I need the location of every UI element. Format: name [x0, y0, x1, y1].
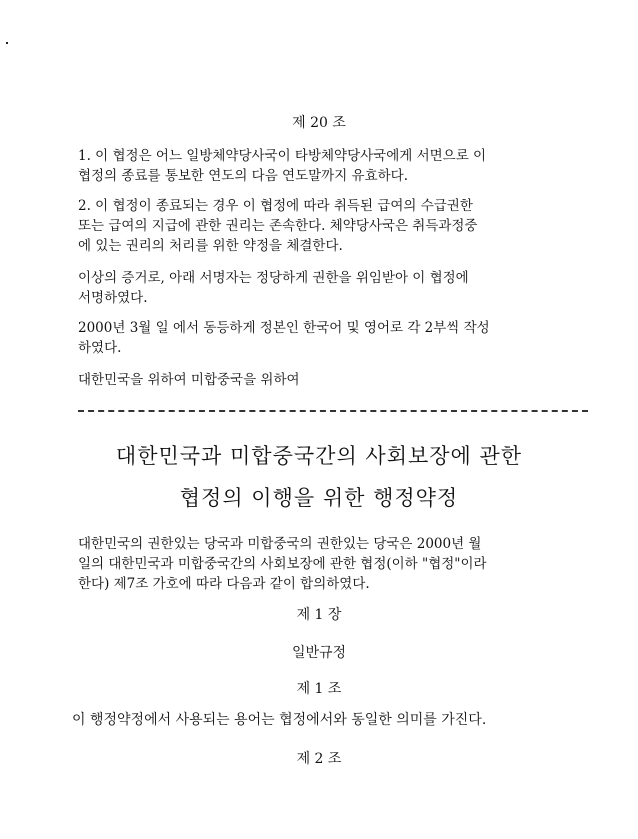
scan-speck — [6, 42, 8, 44]
witness-clause: 이상의 증거로, 아래 서명자는 정당하게 권한을 위임받아 이 협정에 서명하였다. — [78, 270, 469, 306]
article-20-heading: 제 20 조 — [292, 115, 346, 131]
article-20-paragraph-2: 2. 이 협정이 종료되는 경우 이 협정에 따라 취득된 급여의 수급권한 또는 급여의 지급에 관한 권리는 존속한다. 체약당사국은 취득과정중 에 있는 권리의 처리를 위한 약정을 체결한다. — [78, 198, 478, 254]
arrangement-preamble: 대한민국의 권한있는 당국과 미합중국의 권한있는 당국은 2000년 월 일의 대한민국과 미합중국간의 사회보장에 관한 협정(이하 "협정"이라 한다) 제7조 가호에 따라 다음과 같이 합의하였다. — [78, 536, 487, 592]
arrangement-title-line-1: 대한민국과 미합중국간의 사회보장에 관한 — [115, 444, 523, 468]
article-1-heading: 제 1 조 — [296, 681, 342, 697]
article-20-paragraph-1: 1. 이 협정은 어느 일방체약당사국이 타방체약당사국에게 서면으로 이 협정의 종료를 통보한 연도의 다음 연도말까지 유효하다. — [78, 148, 487, 184]
done-at-clause: 2000년 3월 일 에서 동등하게 정본인 한국어 및 영어로 각 2부씩 작성 하였다. — [78, 320, 490, 356]
chapter-1-heading: 제 1 장 — [296, 607, 342, 623]
article-2-heading: 제 2 조 — [296, 751, 342, 767]
chapter-1-title: 일반규정 — [291, 645, 347, 661]
arrangement-title-line-2: 협정의 이행을 위한 행정약정 — [179, 486, 459, 510]
section-divider — [78, 410, 588, 412]
signatory-line: 대한민국을 위하여 미합중국을 위하여 — [78, 372, 300, 388]
article-1-text: 이 행정약정에서 사용되는 용어는 협정에서와 동일한 의미를 가진다. — [72, 712, 487, 728]
